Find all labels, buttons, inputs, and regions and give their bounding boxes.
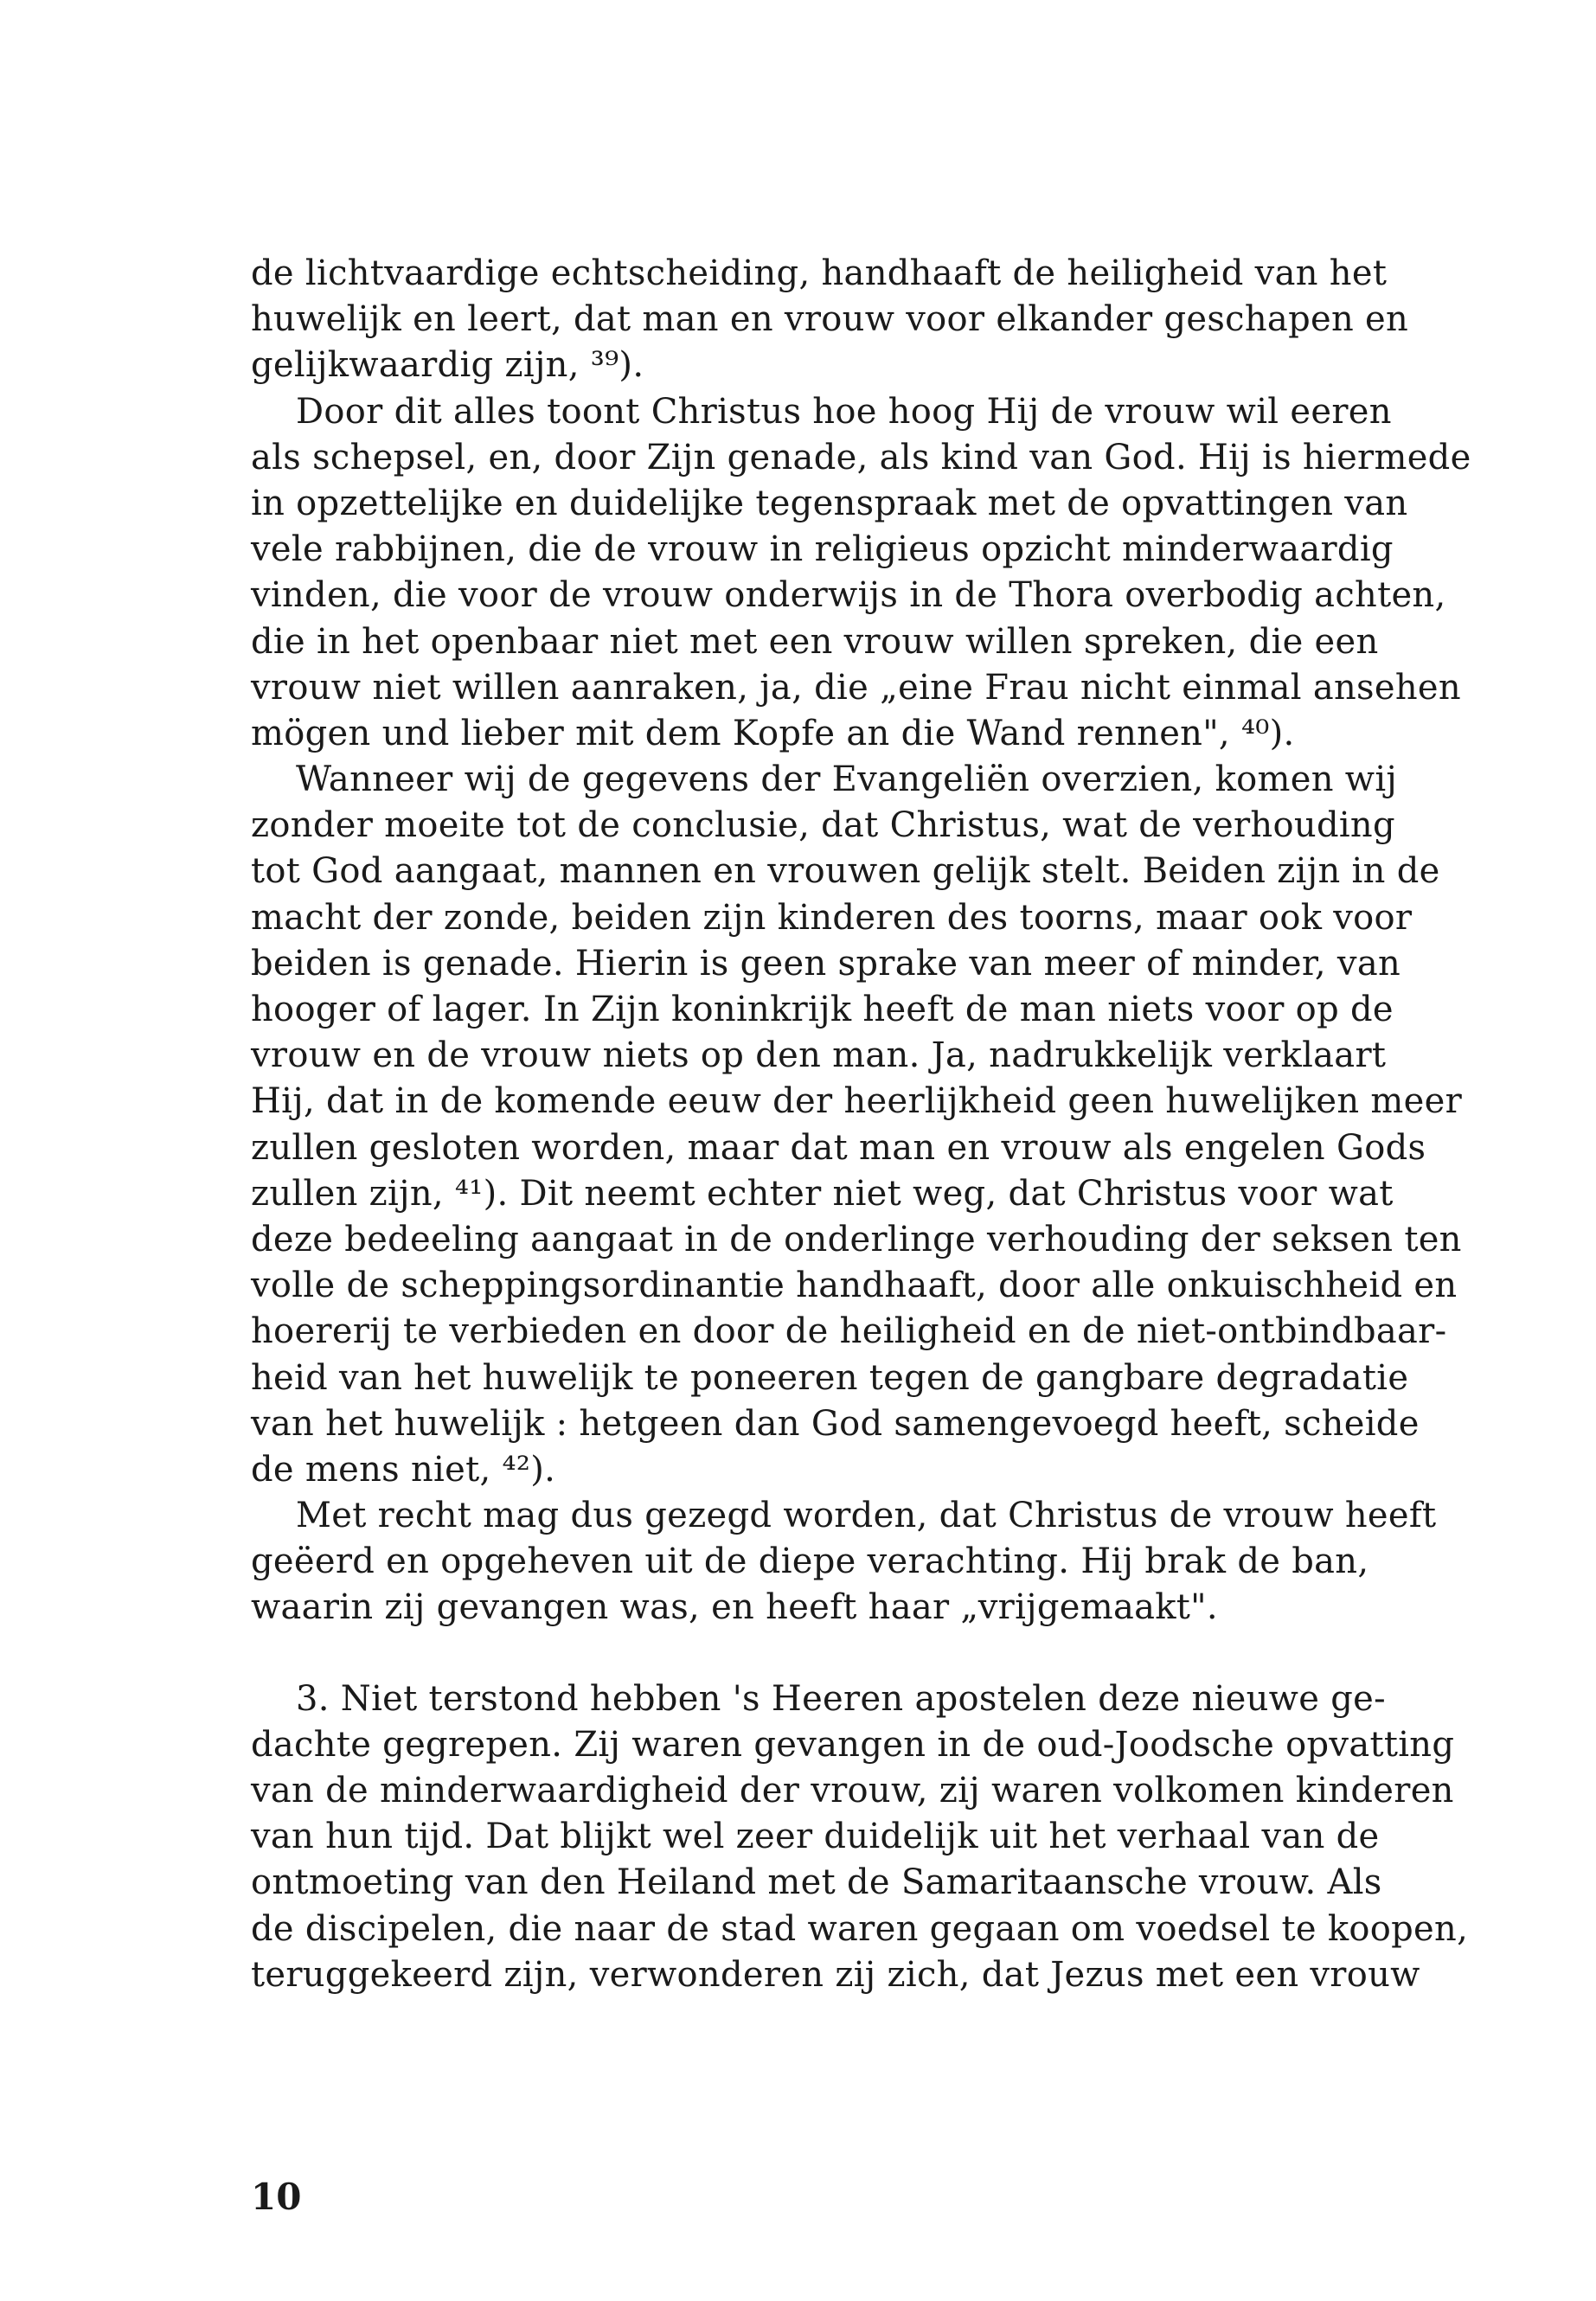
text-line: Door dit alles toont Christus hoe hoog Hij de vrouw wil eeren bbox=[296, 391, 1392, 432]
text-line: mögen und lieber mit dem Kopfe an die Wand rennen", ⁴⁰). bbox=[251, 713, 1295, 753]
text-line: gelijkwaardig zijn, ³⁹). bbox=[251, 345, 644, 386]
text-line: vrouw niet willen aanraken, ja, die „eine Frau nicht einmal ansehen bbox=[251, 667, 1461, 708]
text-line: in opzettelijke en duidelijke tegenspraak met de opvattingen van bbox=[251, 483, 1408, 523]
paragraph bbox=[251, 251, 1409, 389]
text-line: huwelijk en leert, dat man en vrouw voor elkander geschapen en bbox=[251, 299, 1409, 340]
text-line: geëerd en opgeheven uit de diepe verachting. Hij brak de ban, bbox=[251, 1541, 1369, 1582]
text-line: zullen gesloten worden, maar dat man en vrouw als engelen Gods bbox=[251, 1127, 1426, 1168]
text-line: tot God aangaat, mannen en vrouwen gelijk stelt. Beiden zijn in de bbox=[251, 851, 1440, 892]
paragraph bbox=[251, 757, 1462, 1493]
text-line: zullen zijn, ⁴¹). Dit neemt echter niet weg, dat Christus voor wat bbox=[251, 1173, 1394, 1214]
text-line: Met recht mag dus gezegd worden, dat Christus de vrouw heeft bbox=[296, 1496, 1437, 1536]
text-line: vrouw en de vrouw niets op den man. Ja, nadrukkelijk verklaart bbox=[251, 1035, 1387, 1076]
text-line: die in het openbaar niet met een vrouw willen spreken, die een bbox=[251, 621, 1379, 662]
text-line: de mens niet, ⁴²). bbox=[251, 1449, 556, 1490]
text-line: van het huwelijk : hetgeen dan God samengevoegd heeft, scheide bbox=[251, 1403, 1420, 1444]
text-line: hoererij te verbieden en door de heiligheid en de niet-ontbindbaar- bbox=[251, 1311, 1447, 1352]
page-body bbox=[251, 251, 1471, 1998]
text-line: hooger of lager. In Zijn koninkrijk heeft de man niets voor op de bbox=[251, 990, 1394, 1029]
text-line: teruggekeerd zijn, verwonderen zij zich, dat Jezus met een vrouw bbox=[251, 1954, 1420, 1995]
text-line: dachte gegrepen. Zij waren gevangen in de oud-Joodsche opvatting bbox=[251, 1724, 1455, 1765]
text-line: Wanneer wij de gegevens der Evangeliën overzien, komen wij bbox=[296, 760, 1398, 800]
text-line: macht der zonde, beiden zijn kinderen des toorns, maar ook voor bbox=[251, 897, 1413, 938]
text-line: 3. Niet terstond hebben 's Heeren apostelen deze nieuwe ge- bbox=[296, 1678, 1386, 1719]
text-line: vele rabbijnen, die de vrouw in religieus opzicht minderwaardig bbox=[251, 529, 1394, 570]
paragraph bbox=[251, 1676, 1469, 1998]
page-number: 10 bbox=[251, 2176, 302, 2218]
text-line: ontmoeting van den Heiland met de Samaritaansche vrouw. Als bbox=[251, 1862, 1382, 1903]
text-line: zonder moeite tot de conclusie, dat Christus, wat de verhouding bbox=[251, 805, 1395, 846]
text-line: Hij, dat in de komende eeuw der heerlijkheid geen huwelijken meer bbox=[251, 1081, 1462, 1122]
text-line: van de minderwaardigheid der vrouw, zij waren volkomen kinderen bbox=[251, 1771, 1454, 1811]
text-line: als schepsel, en, door Zijn genade, als kind van God. Hij is hiermede bbox=[251, 437, 1471, 478]
section-gap bbox=[251, 1631, 1362, 1676]
text-line: vinden, die voor de vrouw onderwijs in de Thora overbodig achten, bbox=[251, 575, 1446, 616]
paragraph bbox=[251, 1493, 1437, 1631]
text-line: de discipelen, die naar de stad waren gegaan om voedsel te koopen, bbox=[251, 1908, 1469, 1949]
text-line: deze bedeeling aangaat in de onderlinge verhouding der seksen ten bbox=[251, 1219, 1462, 1259]
text-line: beiden is genade. Hierin is geen sprake van meer of minder, van bbox=[251, 943, 1401, 984]
text-line: volle de scheppingsordinantie handhaaft, door alle onkuischheid en bbox=[251, 1266, 1458, 1306]
text-line: van hun tijd. Dat blijkt wel zeer duidelijk uit het verhaal van de bbox=[251, 1817, 1380, 1857]
text-line: de lichtvaardige echtscheiding, handhaaft de heiligheid van het bbox=[251, 253, 1388, 293]
paragraph bbox=[251, 389, 1471, 758]
text-line: heid van het huwelijk te poneeren tegen de gangbare degradatie bbox=[251, 1357, 1409, 1398]
text-line: waarin zij gevangen was, en heeft haar „vrijgemaakt". bbox=[251, 1587, 1218, 1628]
